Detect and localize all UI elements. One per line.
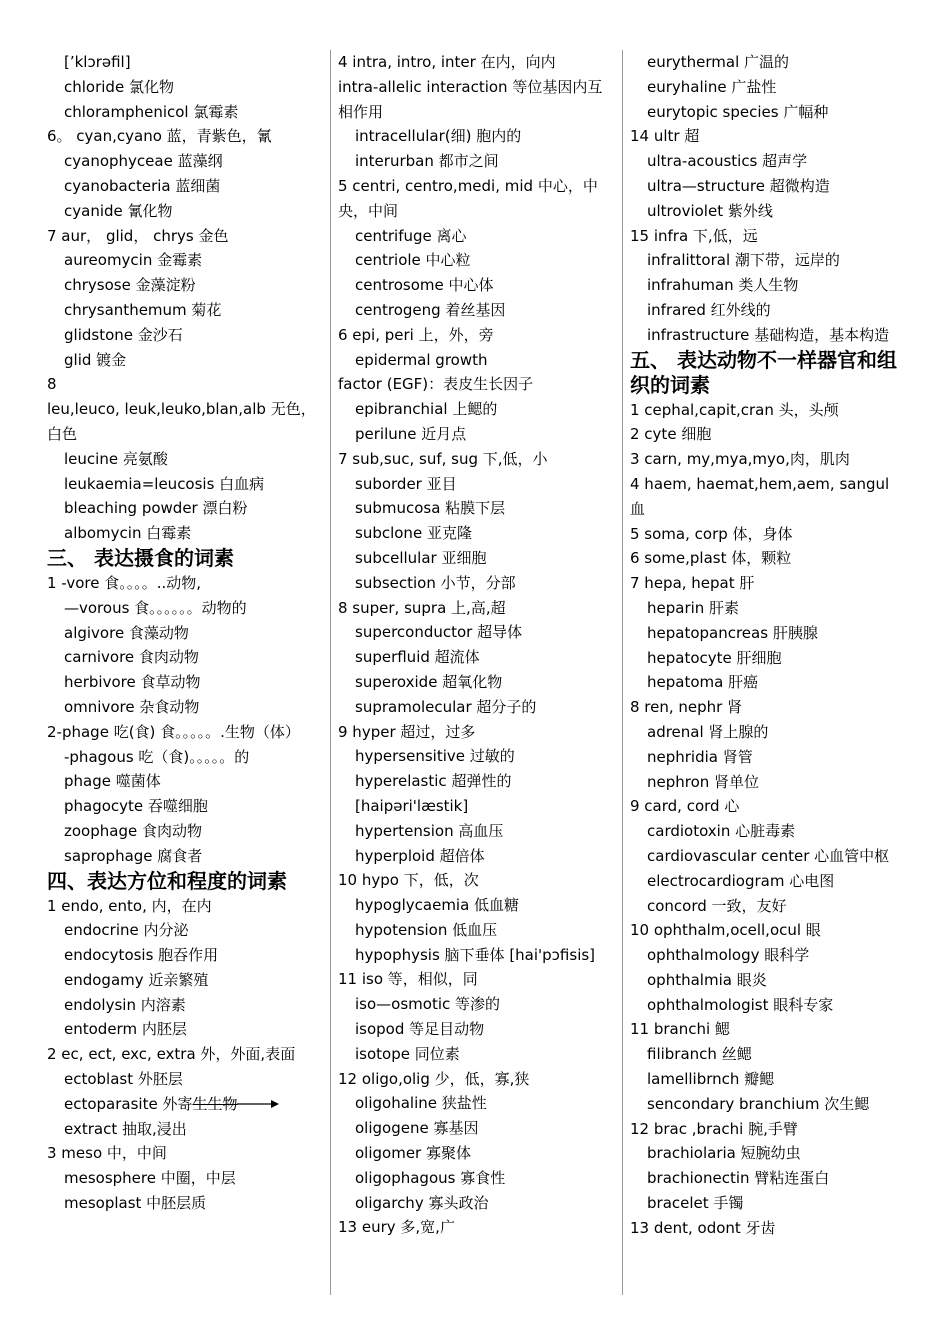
vocab-entry	[47, 769, 325, 794]
entry-text: ultra—structure 超微构造	[647, 176, 830, 195]
root-entry	[630, 695, 908, 720]
text-column-1	[47, 50, 325, 1295]
entry-text: ophthalmia 眼炎	[647, 970, 767, 989]
root-entry	[630, 1017, 908, 1042]
vocab-entry	[47, 1191, 325, 1216]
entry-text: centrosome 中心体	[355, 276, 494, 295]
entry-text: subsection 小节，分部	[355, 573, 516, 592]
section-heading	[47, 546, 325, 571]
root-entry	[630, 522, 908, 547]
vocab-entry	[630, 894, 908, 919]
entry-text: 四、表达方位和程度的词素	[47, 868, 287, 893]
entry-text: 1 endo, ento, 内，在内	[47, 896, 212, 915]
vocab-entry	[47, 695, 325, 720]
entry-text: 2 cyte 细胞	[630, 425, 712, 444]
entry-text: zoophage 食肉动物	[64, 821, 202, 840]
entry-text: 14 ultr 超	[630, 127, 700, 146]
vocab-entry	[47, 472, 325, 497]
entry-text: 13 dent, odont 牙齿	[630, 1218, 776, 1237]
entry-text: chloramphenicol 氯霉素	[64, 102, 239, 121]
vocab-entry	[630, 720, 908, 745]
vocab-entry	[630, 745, 908, 770]
vocab-entry	[630, 1141, 908, 1166]
entry-text: adrenal 肾上腺的	[647, 722, 769, 741]
vocab-entry	[630, 248, 908, 273]
entry-text: epibranchial 上鳃的	[355, 400, 498, 419]
entry-text: lamellibrnch 瓣鳃	[647, 1070, 775, 1089]
vocab-entry	[630, 943, 908, 968]
vocab-entry	[630, 75, 908, 100]
vocab-entry	[338, 1191, 615, 1216]
vocab-entry	[47, 794, 325, 819]
vocab-entry	[47, 621, 325, 646]
vocab-entry	[630, 968, 908, 993]
vocab-entry	[47, 1067, 325, 1092]
entry-text: iso—osmotic 等渗的	[355, 995, 501, 1014]
vocab-entry	[47, 596, 325, 621]
root-entry	[630, 422, 908, 447]
vocab-entry	[47, 298, 325, 323]
entry-text: [’klɔrəfil]	[64, 53, 131, 71]
vocab-entry	[47, 75, 325, 100]
entry-text: isotope 同位素	[355, 1044, 460, 1063]
entry-text: phagocyte 吞噬细胞	[64, 797, 208, 816]
vocab-entry	[338, 149, 615, 174]
vocab-entry	[338, 1091, 615, 1116]
entry-text: glidstone 金沙石	[64, 325, 183, 344]
vocab-entry	[630, 1067, 908, 1092]
entry-text: infrared 红外线的	[647, 300, 771, 319]
vocab-entry	[630, 1042, 908, 1067]
entry-text: 10 ophthalm,ocell,ocul 眼	[630, 921, 821, 940]
vocab-entry	[630, 819, 908, 844]
vocab-entry	[630, 1092, 908, 1117]
vocab-entry	[338, 472, 615, 497]
entry-text: mesosphere 中圈，中层	[64, 1169, 236, 1188]
entry-text: 五、 表达动物不一样器官和组织的词素	[630, 347, 897, 397]
vocab-entry	[47, 1017, 325, 1042]
root-entry	[338, 75, 615, 125]
entry-text: ectoparasite 外寄	[64, 1094, 193, 1113]
vocab-entry	[338, 943, 615, 968]
entry-text: 三、 表达摄食的词素	[47, 545, 234, 570]
entry-text: infrahuman 类人生物	[647, 276, 799, 295]
vocab-entry	[630, 869, 908, 894]
entry-text: ectoblast 外胚层	[64, 1070, 183, 1089]
column-divider	[622, 50, 623, 1295]
root-entry	[630, 918, 908, 943]
vocab-entry	[338, 645, 615, 670]
root-entry	[338, 868, 615, 893]
vocab-entry	[630, 100, 908, 125]
entry-text: 2 ec, ect, exc, extra 外，外面,表面	[47, 1045, 296, 1064]
entry-text: 5 centri, centro,medi, mid 中心，中央，中间	[338, 176, 598, 220]
root-entry	[338, 323, 615, 348]
entry-text: 12 oligo,olig 少，低，寡,狭	[338, 1069, 530, 1088]
root-entry	[338, 720, 615, 745]
entry-text: leucine 亮氨酸	[64, 449, 168, 468]
vocab-entry	[630, 621, 908, 646]
vocab-entry	[47, 1117, 325, 1142]
entry-text: epidermal growth	[355, 350, 488, 369]
entry-text: oligogene 寡基因	[355, 1119, 479, 1138]
vocab-entry	[47, 745, 325, 770]
vocab-entry	[630, 596, 908, 621]
vocab-entry	[338, 819, 615, 844]
entry-text: submucosa 粘膜下层	[355, 499, 506, 518]
text-column-2	[338, 50, 615, 1295]
entry-text: entoderm 内胚层	[64, 1020, 187, 1039]
entry-text: [haipəri'læstik]	[355, 796, 469, 815]
vocab-entry	[47, 968, 325, 993]
entry-text: omnivore 杂食动物	[64, 697, 200, 716]
root-entry	[338, 967, 615, 992]
entry-text: 4 haem, haemat,hem,aem, sangul 血	[630, 474, 894, 518]
root-entry	[338, 1067, 615, 1092]
entry-text: infralittoral 潮下带，远岸的	[647, 251, 840, 270]
entry-text: electrocardiogram 心电图	[647, 871, 835, 890]
root-entry	[47, 372, 325, 397]
entry-text: chrysose 金藻淀粉	[64, 276, 196, 295]
vocab-entry	[338, 992, 615, 1017]
entry-text: mesoplast 中胚层质	[64, 1194, 207, 1213]
entry-text: 8	[47, 375, 57, 394]
vocab-entry	[338, 844, 615, 869]
entry-text: ultroviolet 紫外线	[647, 201, 773, 220]
entry-text: chloride 氯化物	[64, 77, 174, 96]
vocab-entry	[338, 1116, 615, 1141]
vocab-entry	[338, 1017, 615, 1042]
root-entry	[338, 50, 615, 75]
vocab-entry	[47, 348, 325, 373]
entry-text: endolysin 内溶素	[64, 995, 186, 1014]
root-entry	[47, 720, 325, 745]
entry-text: cyanophyceae 蓝藻纲	[64, 152, 223, 171]
vocab-entry	[47, 174, 325, 199]
entry-text: saprophage 腐食者	[64, 846, 203, 865]
entry-text: eurythermal 广温的	[647, 53, 790, 71]
vocab-entry	[338, 496, 615, 521]
entry-text: nephridia 肾管	[647, 747, 753, 766]
vocab-entry	[630, 844, 908, 869]
vocab-entry	[630, 323, 908, 348]
entry-text: cardiotoxin 心脏毒素	[647, 822, 796, 841]
entry-text: hyperelastic 超弹性的	[355, 772, 512, 791]
entry-text: concord 一致，友好	[647, 896, 787, 915]
vocab-entry	[47, 149, 325, 174]
entry-text: hypertension 高血压	[355, 821, 504, 840]
vocab-entry	[338, 571, 615, 596]
entry-text: sencondary branchium 次生鳃	[647, 1094, 870, 1113]
entry-text: 6。 cyan,cyano 蓝，青紫色，氰	[47, 127, 272, 146]
vocab-entry	[338, 1141, 615, 1166]
root-entry	[338, 1215, 615, 1240]
entry-text: cyanobacteria 蓝细菌	[64, 176, 221, 195]
vocab-entry	[630, 770, 908, 795]
entry-text: extract 抽取,浸出	[64, 1119, 187, 1138]
vocab-entry	[47, 496, 325, 521]
entry-text: ophthalmology 眼科学	[647, 946, 810, 965]
text-column-3	[630, 50, 908, 1295]
entry-text: heparin 肝素	[647, 598, 740, 617]
entry-text: interurban 都市之间	[355, 152, 499, 171]
root-entry	[630, 224, 908, 249]
entry-text: hyperploid 超倍体	[355, 846, 485, 865]
vocab-entry	[47, 100, 325, 125]
entry-text: isopod 等足目动物	[355, 1020, 485, 1039]
entry-text: 8 ren, nephr 肾	[630, 698, 743, 717]
vocab-entry	[338, 769, 615, 794]
entry-text: brachiolaria 短腕幼虫	[647, 1144, 801, 1163]
entry-text: centriole 中心粒	[355, 251, 471, 270]
vocab-entry	[338, 422, 615, 447]
root-entry	[47, 571, 325, 596]
entry-text: glid 镀金	[64, 350, 127, 369]
vocab-entry	[47, 447, 325, 472]
vocab-entry	[338, 1166, 615, 1191]
entry-text: chrysanthemum 菊花	[64, 300, 222, 319]
entry-text: oligohaline 狭盐性	[355, 1094, 487, 1113]
entry-text: intracellular(细) 胞内的	[355, 127, 522, 146]
vocab-entry	[47, 273, 325, 298]
entry-text: hepatocyte 肝细胞	[647, 648, 782, 667]
entry-text: 15 infra 下,低，远	[630, 226, 758, 245]
root-entry	[630, 398, 908, 423]
vocab-entry	[338, 273, 615, 298]
entry-text: 4 intra, intro, inter 在内，向内	[338, 53, 556, 71]
root-entry	[630, 447, 908, 472]
entry-text: 11 branchi 鳃	[630, 1020, 730, 1039]
root-entry	[338, 447, 615, 472]
entry-text: ultra-acoustics 超声学	[647, 152, 808, 171]
entry-text: 6 some,plast 体，颗粒	[630, 549, 792, 568]
entry-text: filibranch 丝鳃	[647, 1045, 752, 1064]
vocab-entry	[47, 1166, 325, 1191]
root-entry	[47, 397, 325, 447]
entry-text: hepatoma 肝癌	[647, 673, 759, 692]
entry-text: hypoglycaemia 低血糖	[355, 896, 520, 915]
entry-text: hypotension 低血压	[355, 920, 498, 939]
entry-text: superfluid 超流体	[355, 648, 480, 667]
entry-text: endocrine 内分泌	[64, 921, 189, 940]
vocab-entry	[47, 248, 325, 273]
entry-text: carnivore 食肉动物	[64, 648, 199, 667]
root-entry	[630, 1117, 908, 1142]
entry-text: phage 噬菌体	[64, 772, 161, 791]
vocab-entry	[630, 174, 908, 199]
entry-text: albomycin 白霉素	[64, 524, 192, 543]
entry-text: 13 eury 多,宽,广	[338, 1218, 455, 1237]
entry-text: brachionectin 臂粘连蛋白	[647, 1169, 830, 1188]
entry-text: supramolecular 超分子的	[355, 697, 537, 716]
entry-text: oligarchy 寡头政治	[355, 1193, 489, 1212]
vocab-entry	[338, 744, 615, 769]
root-entry	[47, 1141, 325, 1166]
vocab-entry	[338, 794, 615, 819]
root-entry	[338, 596, 615, 621]
root-entry	[630, 571, 908, 596]
entry-text: superconductor 超导体	[355, 623, 523, 642]
root-entry	[630, 1216, 908, 1241]
entry-text: endocytosis 胞吞作用	[64, 946, 219, 965]
entry-text: 5 soma, corp 体，身体	[630, 524, 793, 543]
vocab-entry	[630, 50, 908, 75]
entry-text: bleaching powder 漂白粉	[64, 499, 248, 518]
entry-text: 3 meso 中，中间	[47, 1144, 167, 1163]
vocab-entry	[630, 1166, 908, 1191]
vocab-entry	[338, 695, 615, 720]
entry-text: ophthalmologist 眼科专家	[647, 995, 834, 1014]
entry-text: 6 epi, peri 上，外，旁	[338, 325, 494, 344]
entry-text: hepatopancreas 肝胰腺	[647, 623, 818, 642]
entry-text: 9 hyper 超过，过多	[338, 722, 476, 741]
vocab-entry	[338, 893, 615, 918]
root-entry	[630, 546, 908, 571]
entry-text: centrogeng 着丝基因	[355, 300, 506, 319]
entry-text: 7 sub,suc, suf, sug 下,低，小	[338, 449, 548, 468]
entry-text: centrifuge 离心	[355, 226, 467, 245]
entry-text: 11 iso 等，相似，同	[338, 970, 478, 989]
entry-text: nephron 肾单位	[647, 772, 760, 791]
vocab-entry	[338, 670, 615, 695]
vocab-entry	[47, 1092, 325, 1117]
entry-text: subclone 亚克隆	[355, 524, 472, 543]
entry-text: 1 -vore 食。。。。..动物,	[47, 573, 202, 592]
entry-text: 2-phage 吃(食) 食。。。。。.生物（体）	[47, 722, 300, 741]
struck-text: 生生物	[192, 1094, 238, 1113]
entry-text: 10 hypo 下，低，次	[338, 871, 479, 890]
entry-text: suborder 亚目	[355, 474, 457, 493]
entry-text: perilune 近月点	[355, 424, 467, 443]
vocab-entry	[338, 397, 615, 422]
root-entry	[338, 174, 615, 224]
entry-text: leu,leuco, leuk,leuko,blan,alb 无色，白色	[47, 400, 316, 443]
root-entry	[630, 124, 908, 149]
vocab-entry	[630, 1191, 908, 1216]
vocab-entry	[47, 819, 325, 844]
vocab-entry	[630, 646, 908, 671]
vocab-entry	[47, 670, 325, 695]
entry-text: subcellular 亚细胞	[355, 548, 487, 567]
root-entry	[47, 894, 325, 919]
root-entry	[630, 472, 908, 522]
vocab-entry	[47, 50, 325, 75]
vocab-entry	[338, 620, 615, 645]
vocab-entry	[47, 844, 325, 869]
entry-text: euryhaline 广盐性	[647, 77, 777, 96]
entry-text: 8 super, supra 上,高,超	[338, 598, 506, 617]
section-heading	[47, 869, 325, 894]
vocab-entry	[338, 348, 615, 373]
vocab-entry	[47, 323, 325, 348]
entry-text: 9 card, cord 心	[630, 797, 740, 816]
entry-text: 12 brac ,brachi 腕,手臂	[630, 1119, 798, 1138]
arrow-right-icon	[237, 1099, 279, 1109]
vocab-entry	[630, 298, 908, 323]
entry-text: hypophysis 脑下垂体 [hai'pɔfisis]	[355, 945, 596, 964]
vocab-entry	[47, 993, 325, 1018]
entry-text: cyanide 氰化物	[64, 201, 173, 220]
vocab-entry	[630, 199, 908, 224]
entry-text: 7 aur， glid， chrys 金色	[47, 226, 229, 245]
entry-text: eurytopic species 广幅种	[647, 102, 829, 121]
root-entry	[47, 224, 325, 249]
entry-text: 3 carn, my,mya,myo,肉，肌肉	[630, 450, 850, 469]
entry-text: oligomer 寡聚体	[355, 1144, 471, 1163]
entry-text: cardiovascular center 心血管中枢	[647, 846, 890, 865]
vocab-entry	[338, 1042, 615, 1067]
vocab-entry	[47, 199, 325, 224]
entry-text: aureomycin 金霉素	[64, 251, 203, 270]
entry-text: oligophagous 寡食性	[355, 1168, 506, 1187]
entry-text: endogamy 近亲繁殖	[64, 970, 209, 989]
vocab-entry	[630, 670, 908, 695]
root-entry	[47, 124, 325, 149]
entry-text: factor (EGF)：表皮生长因子	[338, 375, 534, 394]
entry-text: superoxide 超氧化物	[355, 672, 503, 691]
root-entry	[47, 1042, 325, 1067]
vocab-entry	[338, 546, 615, 571]
entry-text: bracelet 手镯	[647, 1194, 744, 1213]
vocab-entry	[338, 124, 615, 149]
entry-text: -phagous 吃（食)。。。。。的	[64, 747, 250, 766]
entry-text: —vorous 食。。。。。。动物的	[64, 598, 247, 617]
vocab-entry	[47, 918, 325, 943]
root-entry	[338, 372, 615, 397]
vocab-entry	[47, 645, 325, 670]
vocab-entry	[338, 521, 615, 546]
vocab-entry	[338, 248, 615, 273]
entry-text: 7 hepa, hepat 肝	[630, 574, 755, 593]
root-entry	[630, 794, 908, 819]
entry-text: infrastructure 基础构造，基本构造	[647, 325, 890, 344]
vocab-entry	[338, 298, 615, 323]
vocab-entry	[338, 918, 615, 943]
column-divider	[330, 50, 331, 1295]
vocab-entry	[47, 943, 325, 968]
vocab-entry	[338, 224, 615, 249]
vocab-entry	[630, 993, 908, 1018]
entry-text: 1 cephal,capit,cran 头，头颅	[630, 400, 839, 419]
entry-text: herbivore 食草动物	[64, 673, 201, 692]
section-heading	[630, 348, 908, 398]
vocab-entry	[630, 273, 908, 298]
entry-text: hypersensitive 过敏的	[355, 747, 515, 766]
vocab-entry	[47, 521, 325, 546]
vocab-entry	[630, 149, 908, 174]
entry-text: leukaemia=leucosis 白血病	[64, 474, 265, 493]
entry-text: algivore 食藻动物	[64, 623, 189, 642]
entry-text: intra-allelic interaction 等位基因内互相作用	[338, 77, 603, 121]
